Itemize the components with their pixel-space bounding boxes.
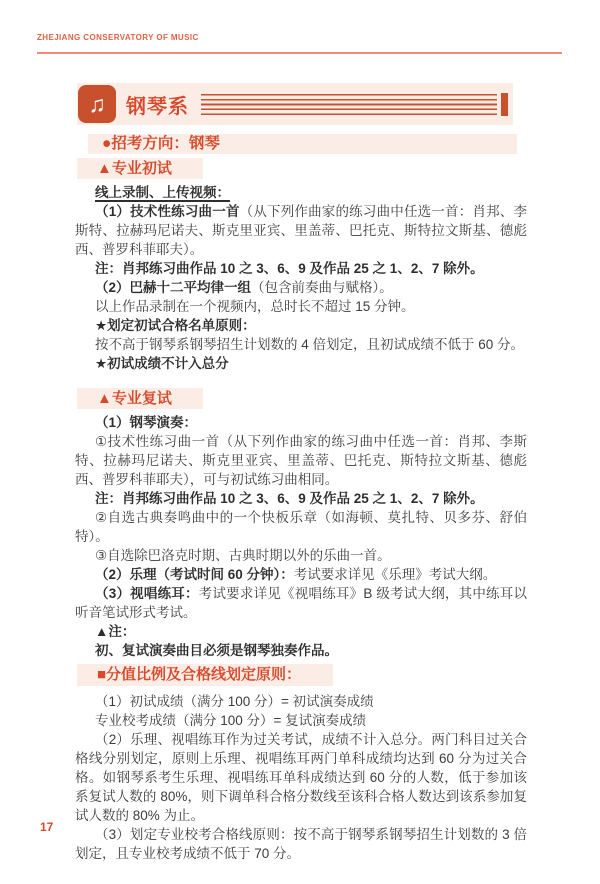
bold-text-run: ▲注： bbox=[95, 624, 136, 639]
text-run: 以上作品录制在一个视频内，总时长不超过 15 分钟。 bbox=[95, 299, 415, 314]
bold-text-run: 初、复试演奏曲目必须是钢琴独奏作品。 bbox=[95, 643, 338, 658]
paragraph bbox=[75, 730, 527, 825]
paragraph bbox=[75, 508, 527, 546]
paragraph bbox=[75, 565, 527, 584]
bold-text-run: 注：肖邦练习曲作品 10 之 3、6、9 及作品 25 之 1、2、7 除外。 bbox=[95, 261, 484, 276]
header-rule bbox=[37, 52, 562, 54]
bold-text-run: ★初试成绩不计入总分 bbox=[95, 356, 229, 371]
paragraph bbox=[75, 546, 527, 565]
paragraph bbox=[75, 413, 527, 432]
paragraph bbox=[75, 259, 527, 278]
department-banner bbox=[77, 83, 513, 125]
section-heading: ▲专业初试 bbox=[77, 158, 203, 179]
text-run: ②自选古典奏鸣曲中的一个快板乐章（如海顿、莫扎特、贝多芬、舒伯特）。 bbox=[75, 510, 527, 544]
text-run: 考试要求详见《视唱练耳》B 级考试大纲，其中练耳以听音笔试形式考试。 bbox=[75, 586, 527, 620]
text-run: （2）乐理、视唱练耳作为过关考试，成绩不计入总分。两门科目过关合格线分别划定，原则上乐理、视唱练耳两门单科成绩均达到 60 分为过关合格。如钢琴系考生乐理、视唱练耳单科成绩达到 60 分的人数，低于参加该系复试人数的 80%，则下调单科合格分数线至该科合格人数达到该系参加复试人数的 80% 为止。 bbox=[75, 732, 527, 823]
text-run: （3）划定专业校考合格线原则：按不高于钢琴系钢琴招生计划数的 3 倍划定，且专业校考成绩不低于 70 分。 bbox=[75, 827, 527, 861]
text-run: （包含前奏曲与赋格）。 bbox=[251, 280, 393, 295]
paragraph bbox=[75, 584, 527, 622]
section-heading: ●招考方向：钢琴 bbox=[88, 134, 517, 154]
section-heading: ▲专业复试 bbox=[77, 388, 203, 409]
text-run: 专业校考成绩（满分 100 分）= 复试演奏成绩 bbox=[95, 713, 367, 728]
org-name: ZHEJIANG CONSERVATORY OF MUSIC bbox=[37, 33, 199, 42]
paragraph bbox=[75, 489, 527, 508]
paragraph bbox=[75, 335, 527, 354]
bold-text-run: 注：肖邦练习曲作品 10 之 3、6、9 及作品 25 之 1、2、7 除外。 bbox=[95, 491, 484, 506]
paragraph bbox=[75, 183, 527, 202]
text-run: （从下列作曲家的练习曲中任选一首：肖邦、李斯特、拉赫玛尼诺夫、斯克里亚宾、里盖蒂、巴托克、斯特拉文斯基、德彪西、普罗科菲耶夫）。 bbox=[75, 204, 528, 257]
bold-text-run: （2）乐理（考试时间 60 分钟）： bbox=[95, 567, 294, 582]
text-run: ①技术性练习曲一首（从下列作曲家的练习曲中任选一首：肖邦、李斯特、拉赫玛尼诺夫、斯克里亚宾、里盖蒂、巴托克、斯特拉文斯基、德彪西、普罗科菲耶夫），可与初试练习曲相同。 bbox=[75, 434, 527, 487]
bold-text-run: 线上录制、上传视频： bbox=[95, 185, 230, 200]
section-heading: ■分值比例及合格线划定原则： bbox=[77, 664, 333, 686]
text-run: 按不高于钢琴系钢琴招生计划数的 4 倍划定，且初试成绩不低于 60 分。 bbox=[95, 337, 525, 352]
music-note-glyph: ♫ bbox=[88, 90, 106, 117]
paragraph bbox=[75, 825, 527, 863]
paragraph bbox=[75, 316, 527, 335]
music-note-icon bbox=[78, 85, 116, 123]
paragraph bbox=[75, 297, 527, 316]
page-number: 17 bbox=[40, 820, 54, 834]
paragraph bbox=[75, 711, 527, 730]
bold-text-run: （1）技术性练习曲一首 bbox=[95, 204, 240, 219]
bold-text-run: ★划定初试合格名单原则： bbox=[95, 318, 256, 333]
paragraph bbox=[75, 692, 527, 711]
paragraph bbox=[75, 202, 527, 259]
paragraph bbox=[75, 641, 527, 660]
staff-lines bbox=[201, 94, 497, 115]
paragraph bbox=[75, 432, 527, 489]
text-run: 考试要求详见《乐理》考试大纲。 bbox=[293, 567, 497, 582]
content-blocks bbox=[75, 134, 527, 863]
bold-text-run: （3）视唱练耳： bbox=[95, 586, 199, 601]
paragraph bbox=[75, 354, 527, 373]
text-run: ③自选除巴洛克时期、古典时期以外的乐曲一首。 bbox=[95, 548, 391, 563]
bold-text-run: （1）钢琴演奏： bbox=[95, 415, 198, 430]
department-title: 钢琴系 bbox=[126, 95, 189, 118]
staff-end-bar bbox=[501, 93, 508, 116]
text-run: （1）初试成绩（满分 100 分）= 初试演奏成绩 bbox=[95, 694, 374, 709]
paragraph bbox=[75, 622, 527, 641]
bold-text-run: （2）巴赫十二平均律一组 bbox=[95, 280, 252, 295]
paragraph bbox=[75, 278, 527, 297]
